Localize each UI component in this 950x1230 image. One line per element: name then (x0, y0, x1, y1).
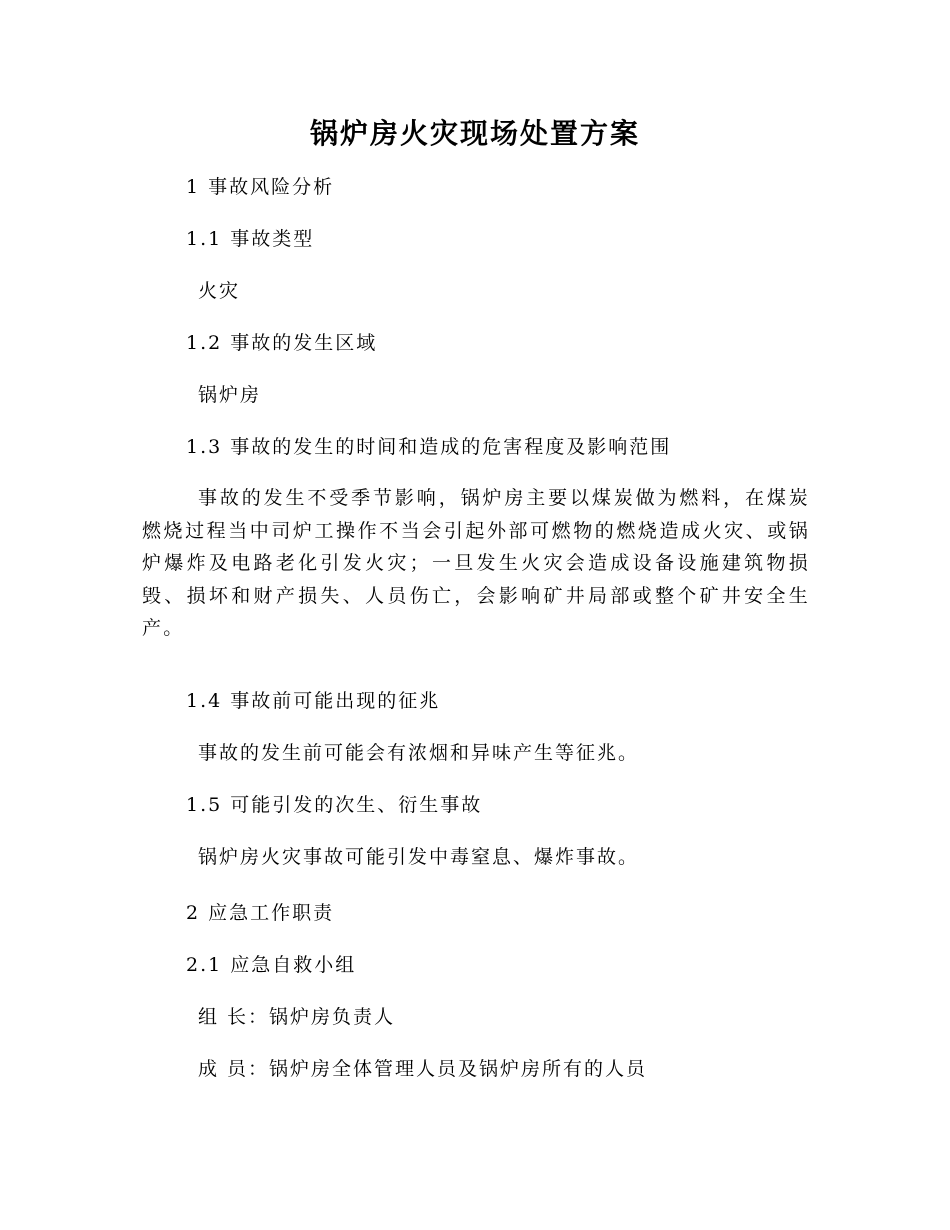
section-1-1-content: 火灾 (198, 280, 241, 302)
section-1-4-heading: 1.4 事故前可能出现的征兆 (186, 690, 441, 712)
section-1-5-heading: 1.5 可能引发的次生、衍生事故 (186, 794, 483, 816)
document-title: 锅炉房火灾现场处置方案 (309, 117, 640, 150)
section-1-4-content: 事故的发生前可能会有浓烟和异味产生等征兆。 (198, 742, 640, 764)
section-1-3-paragraph: 事故的发生不受季节影响，锅炉房主要以煤炭做为燃料，在煤炭燃烧过程当中司炉工操作不当会引起外部可燃物的燃烧造成火灾、或锅炉爆炸及电路老化引发火灾；一旦发生火灾会造成设备设施建筑物损毁、损坏和财产损失、人员伤亡，会影响矿井局部或整个矿井安全生产。 (142, 487, 810, 639)
section-1-2-content: 锅炉房 (198, 384, 262, 406)
section-1-heading: 1 事故风险分析 (186, 176, 335, 198)
section-2-heading: 2 应急工作职责 (186, 902, 335, 924)
section-1-2-heading: 1.2 事故的发生区域 (186, 332, 378, 354)
section-1-3-heading: 1.3 事故的发生的时间和造成的危害程度及影响范围 (186, 436, 672, 458)
team-members-line: 成 员：锅炉房全体管理人员及锅炉房所有的人员 (198, 1058, 648, 1080)
section-1-1-heading: 1.1 事故类型 (186, 228, 315, 250)
team-leader-line: 组 长：锅炉房负责人 (198, 1006, 396, 1028)
section-1-5-content: 锅炉房火灾事故可能引发中毒窒息、爆炸事故。 (198, 846, 640, 868)
section-2-1-heading: 2.1 应急自救小组 (186, 954, 357, 976)
